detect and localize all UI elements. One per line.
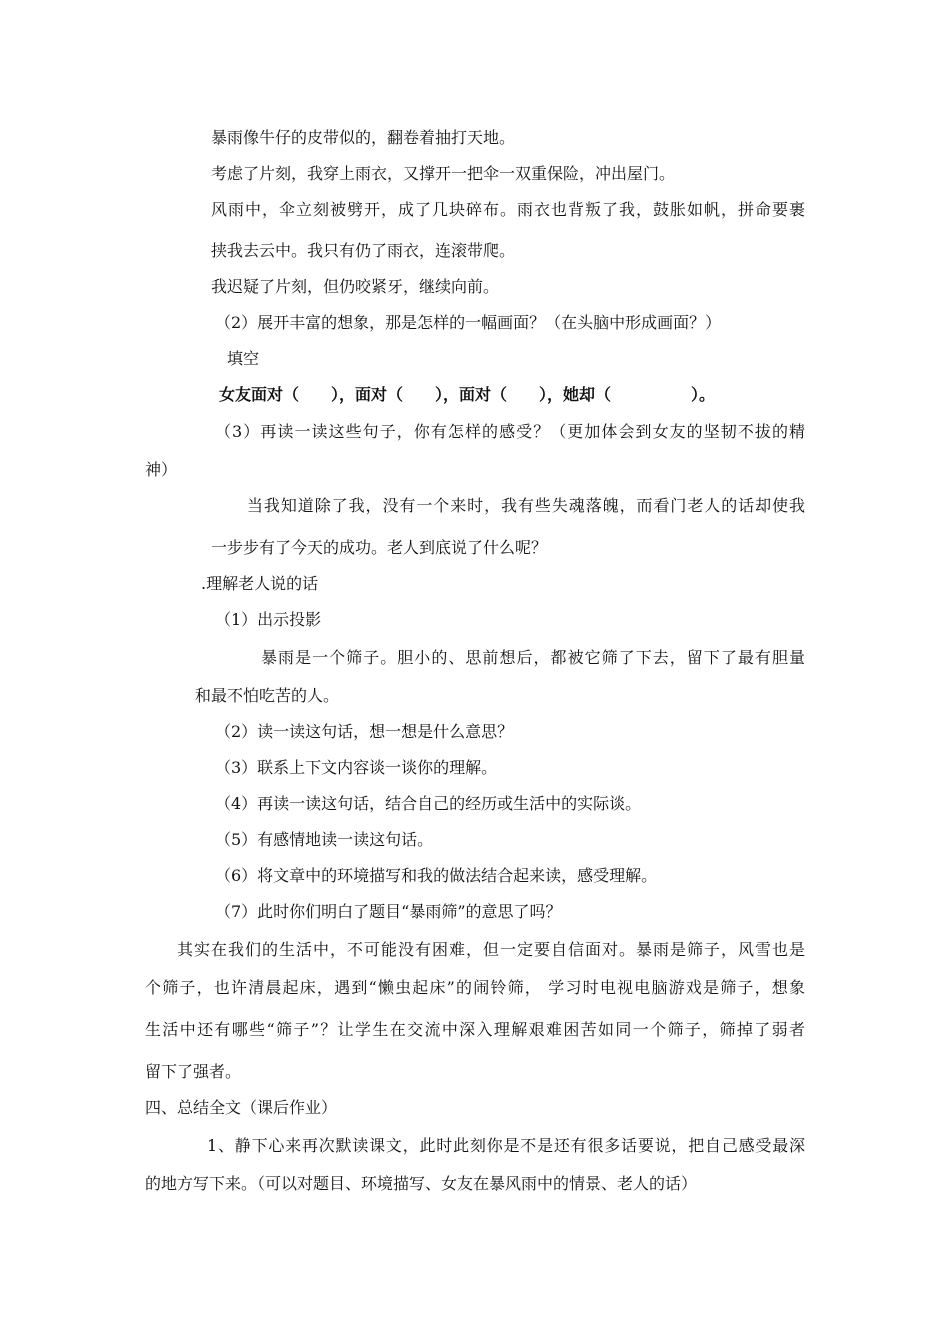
text-line-24: 个筛子，也许清晨起床，遇到“懒虫起床”的闹铃筛， 学习时电视电脑游戏是筛子，想象 <box>145 978 805 997</box>
text-line-26: 留下了强者。 <box>145 1062 242 1081</box>
text-line-17: （2）读一读这句话，想一想是什么意思？ <box>215 722 514 741</box>
text-line-2: 考虑了片刻，我穿上雨衣，又撑开一把伞一双重保险，冲出屋门。 <box>211 164 676 183</box>
text-line-20: （5）有感情地读一读这句话。 <box>215 830 434 849</box>
text-line-21: （6）将文章中的环境描写和我的做法结合起来读，感受理解。 <box>215 866 658 885</box>
text-line-29: 的地方写下来。（可以对题目、环境描写、女友在暴风雨中的情景、老人的话） <box>145 1174 698 1193</box>
text-line-28: 1、静下心来再次默读课文，此时此刻你是不是还有很多话要说，把自己感受最深 <box>207 1136 805 1155</box>
section-heading: 四、总结全文（课后作业） <box>145 1098 338 1117</box>
text-line-19: （4）再读一读这句话，结合自己的经历或生活中的实际谈。 <box>215 794 642 813</box>
text-line-14: （1）出示投影 <box>215 610 322 629</box>
text-line-11: 当我知道除了我，没有一个来时，我有些失魂落魄，而看门老人的话却使我 <box>247 496 805 515</box>
text-line-18: （3）联系上下文内容谈一谈你的理解。 <box>215 758 498 777</box>
text-line-13: .理解老人说的话 <box>201 574 319 593</box>
fill-blank-line: 女友面对（ ），面对（ ），面对（ ），她却（ ）。 <box>219 385 716 404</box>
text-line-4: 挟我去云中。我只有仍了雨衣，连滚带爬。 <box>211 241 516 260</box>
text-line-10: 神） <box>145 460 178 479</box>
text-line-15: 暴雨是一个筛子。胆小的、思前想后，都被它筛了下去，留下了最有胆量 <box>261 648 805 667</box>
text-line-7: 填空 <box>227 349 260 368</box>
text-line-1: 暴雨像牛仔的皮带似的，翻卷着抽打天地。 <box>211 128 516 147</box>
text-line-16: 和最不怕吃苦的人。 <box>195 686 340 705</box>
text-line-22: （7）此时你们明白了题目“暴雨筛”的意思了吗？ <box>215 902 562 921</box>
text-line-3: 风雨中，伞立刻被劈开，成了几块碎布。雨衣也背叛了我，鼓胀如帆，拼命要裹 <box>211 200 805 219</box>
text-line-9: （3）再读一读这些句子，你有怎样的感受？（更加体会到女友的坚韧不拔的精 <box>215 422 805 441</box>
text-line-25: 生活中还有哪些“筛子”？让学生在交流中深入理解艰难困苦如同一个筛子，筛掉了弱者 <box>145 1020 805 1039</box>
text-line-23: 其实在我们的生活中，不可能没有困难，但一定要自信面对。暴雨是筛子，风雪也是 <box>177 940 805 959</box>
text-line-12: 一步步有了今天的成功。老人到底说了什么呢？ <box>211 538 548 557</box>
text-line-6: （2）展开丰富的想象，那是怎样的一幅画面？（在头脑中形成画面？） <box>215 313 722 332</box>
text-line-5: 我迟疑了片刻，但仍咬紧牙，继续向前。 <box>211 277 500 296</box>
